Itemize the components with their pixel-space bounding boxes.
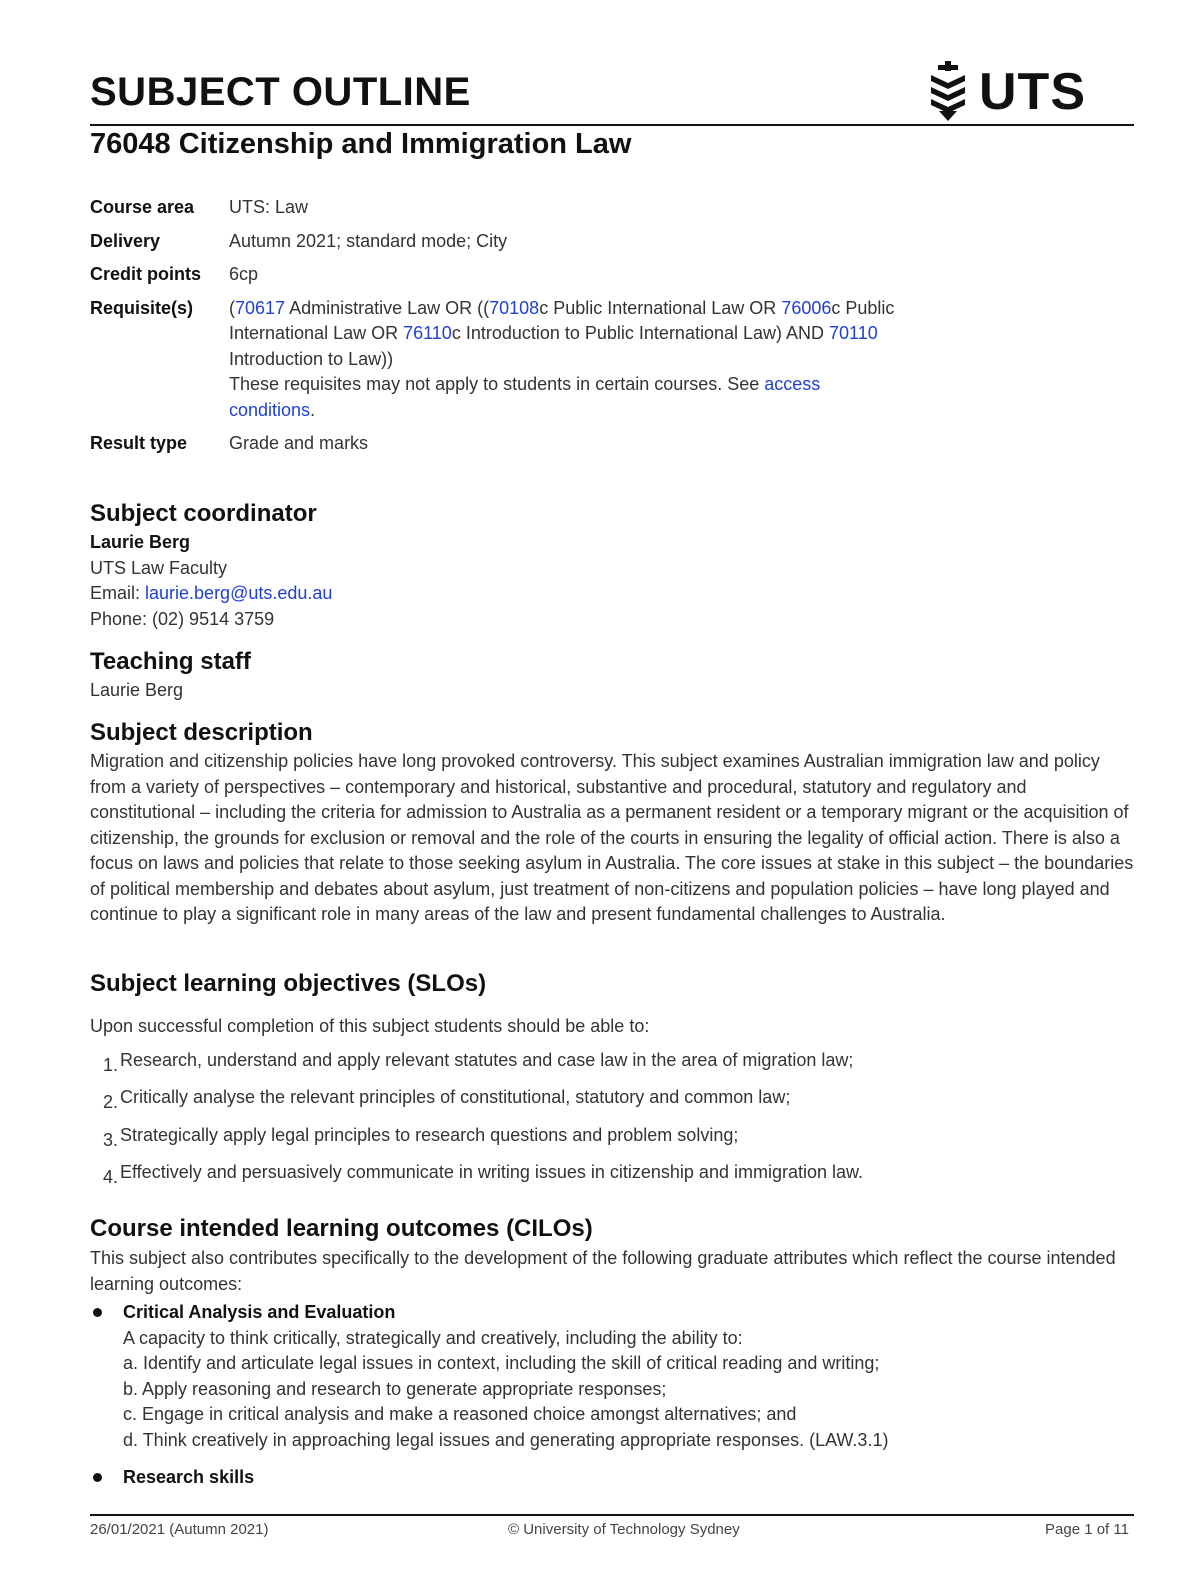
coordinator-email-line (90, 581, 1135, 607)
requisite-link-70617[interactable]: 70617 (235, 297, 286, 318)
requisite-text: Administrative Law OR (( (285, 297, 490, 318)
cilo-line: b. Apply reasoning and research to generate appropriate responses; (123, 1378, 667, 1399)
requisites-value (229, 296, 954, 424)
requisite-note-end: . (310, 399, 316, 420)
cilos-heading: Course intended learning outcomes (CILOs) (90, 1215, 593, 1242)
cilo-item (90, 1465, 1135, 1491)
result-type-row (90, 431, 990, 457)
logo-text: UTS (979, 63, 1086, 121)
delivery-value: Autumn 2021; standard mode; City (229, 230, 508, 251)
course-area-value: UTS: Law (229, 197, 309, 217)
course-area-row (90, 195, 990, 221)
footer-page-number: Page 1 of 11 (1045, 1521, 1129, 1538)
requisite-link-76006[interactable]: 76006 (781, 297, 832, 318)
slo-item (90, 1050, 1130, 1075)
requisite-text: c Public International Law OR (539, 297, 782, 318)
slo-text: Research, understand and apply relevant statutes and case law in the area of migration law; (120, 1050, 854, 1070)
requisite-note (229, 372, 909, 423)
description-text: Migration and citizenship policies have long provoked controversy. This subject examines Australian immigration law and policy from a variety of perspectives – contemporary and historical, substantive and procedural, statutory and regulatory and constitutional – including the criteria for admission to Australia as a permanent resident or a temporary migrant or the acquisition of citizenship, the grounds for exclusion or removal and the role of the courts in ensuring the legality of official action. There is also a focus on laws and policies that relate to those seeking asylum in Australia. The core issues at stake in this subject – the boundaries of political membership and debates about asylum, just treatment of non-citizens and population policies – have long played and continue to play a significant role in many areas of the law and present fundamental challenges to Australia. (90, 751, 1134, 924)
delivery-row (90, 229, 990, 255)
subject-title: 76048 Citizenship and Immigration Law (90, 128, 632, 160)
slos-intro: Upon successful completion of this subject students should be able to: (90, 1016, 650, 1036)
slo-number: 3. (102, 1130, 118, 1150)
cilo-line: c. Engage in critical analysis and make a reasoned choice amongst alternatives; and (123, 1404, 797, 1424)
footer-divider (90, 1514, 1134, 1516)
coordinator-faculty: UTS Law Faculty (90, 557, 228, 578)
coordinator-email-link[interactable]: laurie.berg@uts.edu.au (145, 583, 333, 603)
requisite-text: ( (229, 297, 235, 318)
credit-points-label: Credit points (90, 264, 201, 284)
slo-text: Critically analyse the relevant principles of constitutional, statutory and common law; (120, 1087, 791, 1107)
cilo-body (123, 1465, 1135, 1491)
course-area-label: Course area (90, 197, 195, 217)
requisites-label: Requisite(s) (90, 297, 194, 318)
credit-points-value: 6cp (229, 264, 259, 284)
document-title: SUBJECT OUTLINE (90, 70, 471, 114)
requisite-note-text: These requisites may not apply to students in certain courses. See (229, 374, 765, 394)
teaching-staff-heading: Teaching staff (90, 648, 251, 675)
slo-number: 1. (102, 1055, 118, 1075)
bullet-icon (93, 1308, 102, 1317)
subject-details (90, 195, 990, 465)
result-type-label: Result type (90, 433, 188, 453)
slo-text: Strategically apply legal principles to research questions and problem solving; (120, 1125, 739, 1145)
cilo-line: d. Think creatively in approaching legal issues and generating appropriate responses. (LAW.3.1) (123, 1429, 889, 1450)
cilo-lead: A capacity to think critically, strategically and creatively, including the ability to: (123, 1327, 743, 1348)
cilo-title: Research skills (123, 1467, 255, 1487)
requisite-link-76110[interactable]: 76110 (403, 323, 452, 343)
requisite-link-70110[interactable]: 70110 (829, 323, 878, 343)
coordinator-heading: Subject coordinator (90, 500, 317, 527)
slo-text: Effectively and persuasively communicate in writing issues in citizenship and immigration law. (120, 1162, 864, 1182)
cilos-intro: This subject also contributes specifically to the development of the following graduate attributes which reflect the course intended learning outcomes: (90, 1248, 1116, 1294)
slos-heading: Subject learning objectives (SLOs) (90, 970, 487, 997)
coordinator-details (90, 530, 1135, 632)
bullet-icon (93, 1473, 102, 1482)
cilo-title: Critical Analysis and Evaluation (123, 1302, 396, 1322)
access-conditions-link[interactable]: access conditions (229, 374, 821, 420)
slo-item (90, 1125, 1130, 1150)
teaching-staff-name: Laurie Berg (90, 680, 184, 700)
header-divider (90, 124, 1134, 126)
slo-item (90, 1087, 1130, 1112)
coordinator-phone: Phone: (02) 9514 3759 (90, 608, 275, 629)
cilo-item (90, 1300, 1135, 1453)
requisite-text: Introduction to Law)) (229, 348, 394, 369)
requisites-row (90, 296, 990, 424)
requisite-text: c Introduction to Public International Law) AND (451, 323, 830, 343)
coordinator-name: Laurie Berg (90, 532, 191, 552)
cilo-line: a. Identify and articulate legal issues in context, including the skill of critical reading and writing; (123, 1353, 880, 1373)
footer-copyright: © University of Technology Sydney (508, 1521, 740, 1538)
requisite-link-70108[interactable]: 70108 (489, 297, 540, 318)
credit-points-row (90, 262, 990, 288)
delivery-label: Delivery (90, 230, 161, 251)
result-type-value: Grade and marks (229, 433, 369, 453)
uts-logo (925, 60, 1086, 124)
footer-date: 26/01/2021 (Autumn 2021) (90, 1521, 269, 1538)
description-heading: Subject description (90, 719, 313, 746)
uts-crest-icon (925, 61, 971, 123)
requisite-text: c Public International Law OR (229, 297, 895, 343)
cilo-body (123, 1300, 1135, 1453)
slo-number: 2. (102, 1092, 118, 1112)
slo-item (90, 1162, 1130, 1187)
slo-number: 4. (102, 1167, 118, 1187)
email-label: Email: (90, 583, 146, 603)
